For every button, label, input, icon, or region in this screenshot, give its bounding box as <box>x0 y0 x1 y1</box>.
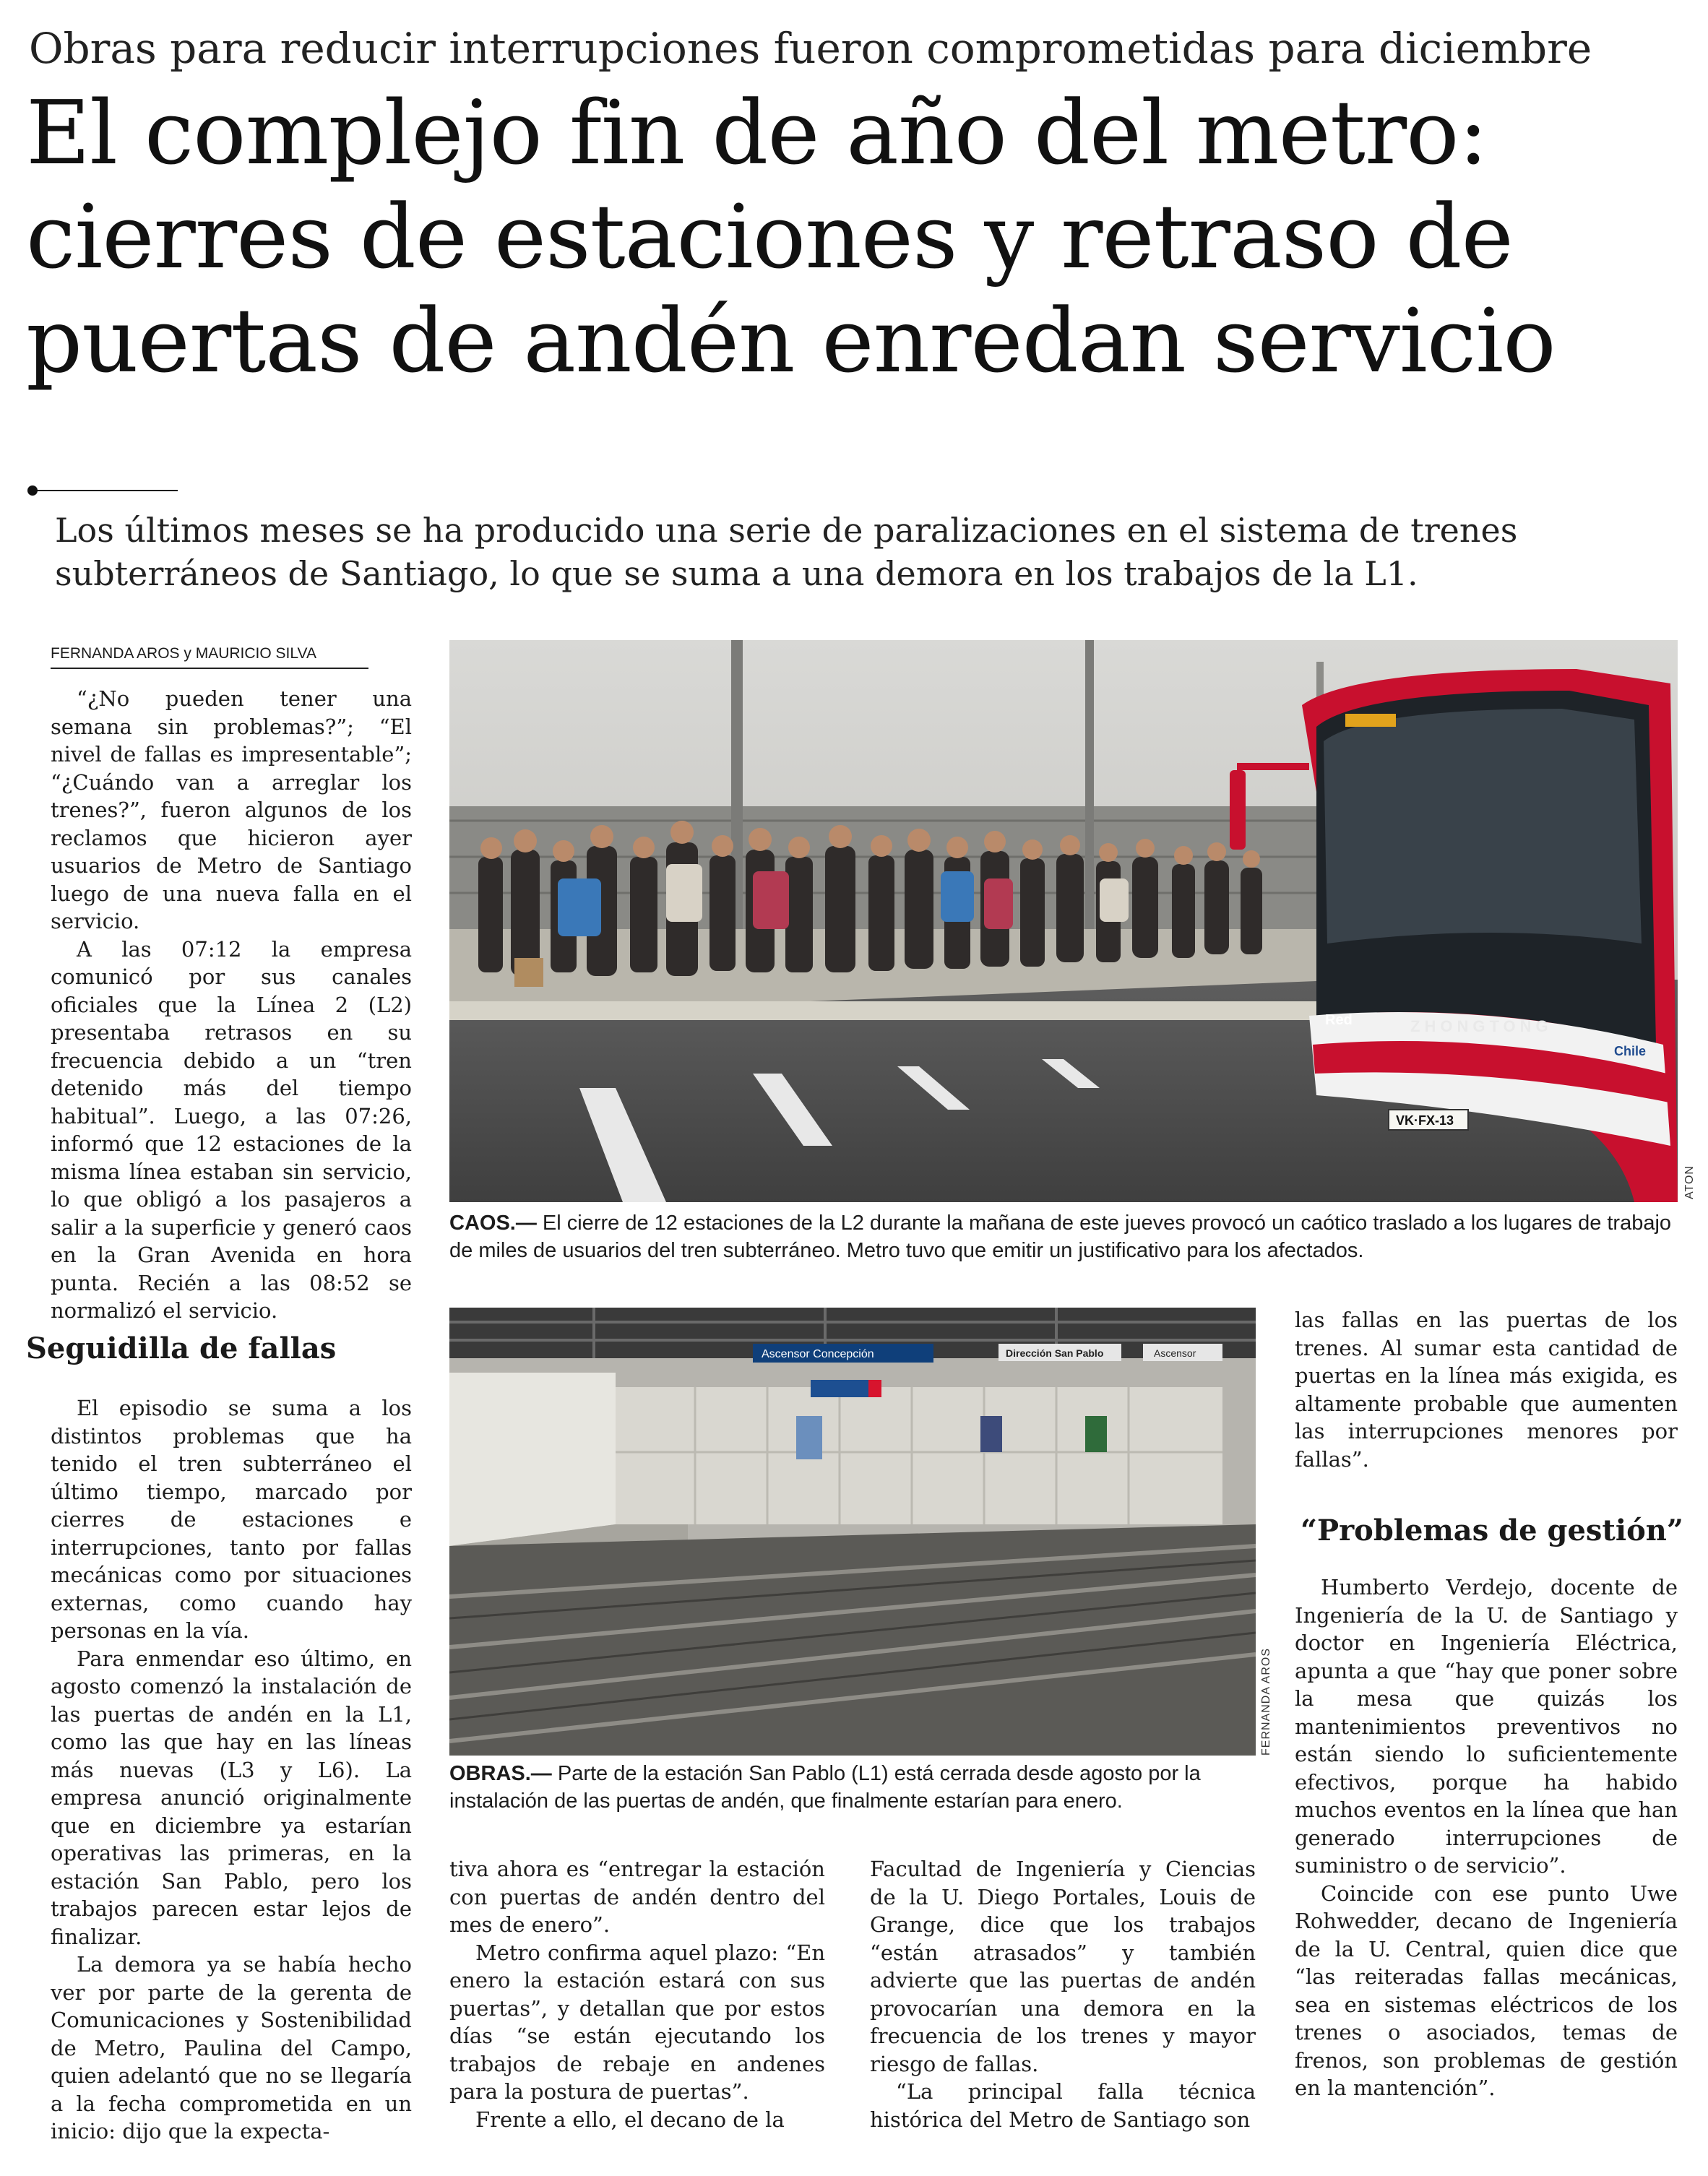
station-sign-left: Ascensor Concepción <box>762 1348 874 1360</box>
paragraph: Coincide con ese punto Uwe Rohwedder, decano de Ingeniería de la U. Central, quien dice que “las reiteradas fallas mecánicas, sea en sistemas eléctricos de los trenes o asociados, temas de frenos, son problemas de gestión en la mantención”. <box>1295 1881 1678 2100</box>
caption-text: Parte de la estación San Pablo (L1) está cerrada desde agosto por la instalación de las puertas de andén, que finalmente estarían para enero. <box>449 1762 1201 1813</box>
kicker: Obras para reducir interrupciones fueron comprometidas para diciembre <box>29 24 1592 73</box>
photo-bus-stop <box>449 640 1678 1202</box>
headline-line-1: El complejo fin de año del metro: <box>26 82 1488 184</box>
paragraph: Humberto Verdejo, docente de Ingeniería de la U. de Santiago y doctor en Ingeniería Eléctrica, apunta a que “hay que poner sobre la mesa que quizás los mantenimientos preventivos no están siendo lo suficientemente efectivos, porque ha habido muchos eventos en la línea que han generado interrupciones de suministro o de servicio”. <box>1295 1575 1678 1878</box>
photo-credit-2: FERNANDA AROS <box>1260 1647 1272 1756</box>
caption-text: El cierre de 12 estaciones de la L2 durante la mañana de este jueves provocó un caótico traslado a los lugares de trabajo de miles de usuarios del tren subterráneo. Metro tuvo que emitir un justificativo para los afectados. <box>449 1212 1672 1262</box>
paragraph: Facultad de Ingeniería y Ciencias de la U. Diego Portales, Louis de Grange, dice que los trabajos “están atrasados” y también advierte que las puertas de andén provocarían una demora en la frecuencia de los trenes y mayor riesgo de fallas. <box>870 1857 1256 2076</box>
caption-label: OBRAS.— <box>449 1762 552 1785</box>
divider-line <box>33 490 178 491</box>
photo-station <box>449 1308 1256 1756</box>
headline-line-3: puertas de andén enredan servicio <box>26 290 1556 392</box>
paragraph: A las 07:12 la empresa comunicó por sus canales oficiales que la Línea 2 (L2) presentaba retrasos en su frecuencia debido a un “tren detenido más del tiempo habitual”. Luego, a las 07:26, informó que 12 estaciones de la misma línea estaban sin servicio, lo que obligó a los pasajeros a salir a la superficie y generó caos en la Gran Avenida en hora punta. Recién a las 08:52 se normalizó el servicio. <box>51 936 412 1323</box>
column-1-top <box>51 685 412 1335</box>
caption-label: CAOS.— <box>449 1212 537 1235</box>
subhead-problemas-gestion: “Problemas de gestión” <box>1301 1514 1683 1547</box>
station-sign-mid: Dirección San Pablo <box>1006 1347 1104 1359</box>
column-2 <box>449 1855 825 2166</box>
subhead-seguidilla: Seguidilla de fallas <box>26 1331 337 1365</box>
caption-1 <box>449 1209 1678 1264</box>
bus-badge: Red <box>1325 1012 1353 1028</box>
paragraph: El episodio se suma a los distintos problemas que ha tenido el tren subterráneo el último tiempo, marcado por cierres de estaciones e interrupciones, tanto por fallas mecánicas como por situaciones externas, como cuando hay personas en la vía. <box>51 1396 412 1643</box>
bus-country: Chile <box>1614 1044 1647 1058</box>
paragraph: La demora ya se había hecho ver por parte de la gerenta de Comunicaciones y Sostenibilidad de Metro, Paulina del Campo, quien adelantó que no se llegaría a la fecha comprometida en un inicio: dijo que la expecta- <box>51 1952 412 2143</box>
paragraph: “¿No pueden tener una semana sin problemas?”; “El nivel de fallas es impresentable”; “¿Cuándo van a arreglar los trenes?”, fueron algunos de los reclamos que hicieron ayer usuarios de Metro de Santiago luego de una nueva falla en el servicio. <box>51 686 412 933</box>
column-4-top <box>1295 1306 1678 1503</box>
paragraph: las fallas en las puertas de los trenes. Al sumar esta cantidad de puertas en la línea más exigida, es altamente probable que aumenten las interrupciones menores por fallas”. <box>1295 1308 1678 1472</box>
headline-line-2: cierres de estaciones y retraso de <box>26 186 1513 288</box>
deck: Los últimos meses se ha producido una serie de paralizaciones en el sistema de trenes subterráneos de Santiago, lo que se suma a una demora en los trabajos de la L1. <box>55 511 1518 593</box>
headline <box>26 81 1688 393</box>
paragraph: tiva ahora es “entregar la estación con puertas de andén dentro del mes de enero”. <box>449 1857 825 1937</box>
column-1-bottom <box>51 1394 412 2160</box>
bus-brand: ZHONGTONG <box>1410 1017 1553 1035</box>
column-4-bottom <box>1295 1573 1678 2166</box>
caption-2 <box>449 1760 1256 1815</box>
paragraph: Metro confirma aquel plazo: “En enero la estación estará con sus puertas”, y detallan que por estos días “se están ejecutando los trabajos de rebaje en andenes para la postura de puertas”. <box>449 1940 825 2104</box>
bus-plate: VK·FX-13 <box>1396 1113 1454 1128</box>
byline: FERNANDA AROS y MAURICIO SILVA <box>51 644 368 669</box>
column-3 <box>870 1855 1256 2166</box>
station-sign-right: Ascensor <box>1154 1347 1196 1359</box>
photo-credit-1: ATON <box>1683 1165 1696 1199</box>
paragraph: Frente a ello, el decano de la <box>475 2107 785 2132</box>
paragraph: Para enmendar eso último, en agosto comenzó la instalación de las puertas de andén en la L1, como las que hay en las líneas más nuevas (L3 y L6). La empresa anunció originalmente que en diciembre ya estarían operativas las primeras, en la estación San Pablo, pero los trabajos parecen estar lejos de finalizar. <box>51 1646 412 1949</box>
paragraph: “La principal falla técnica histórica del Metro de Santiago son <box>870 2079 1256 2132</box>
